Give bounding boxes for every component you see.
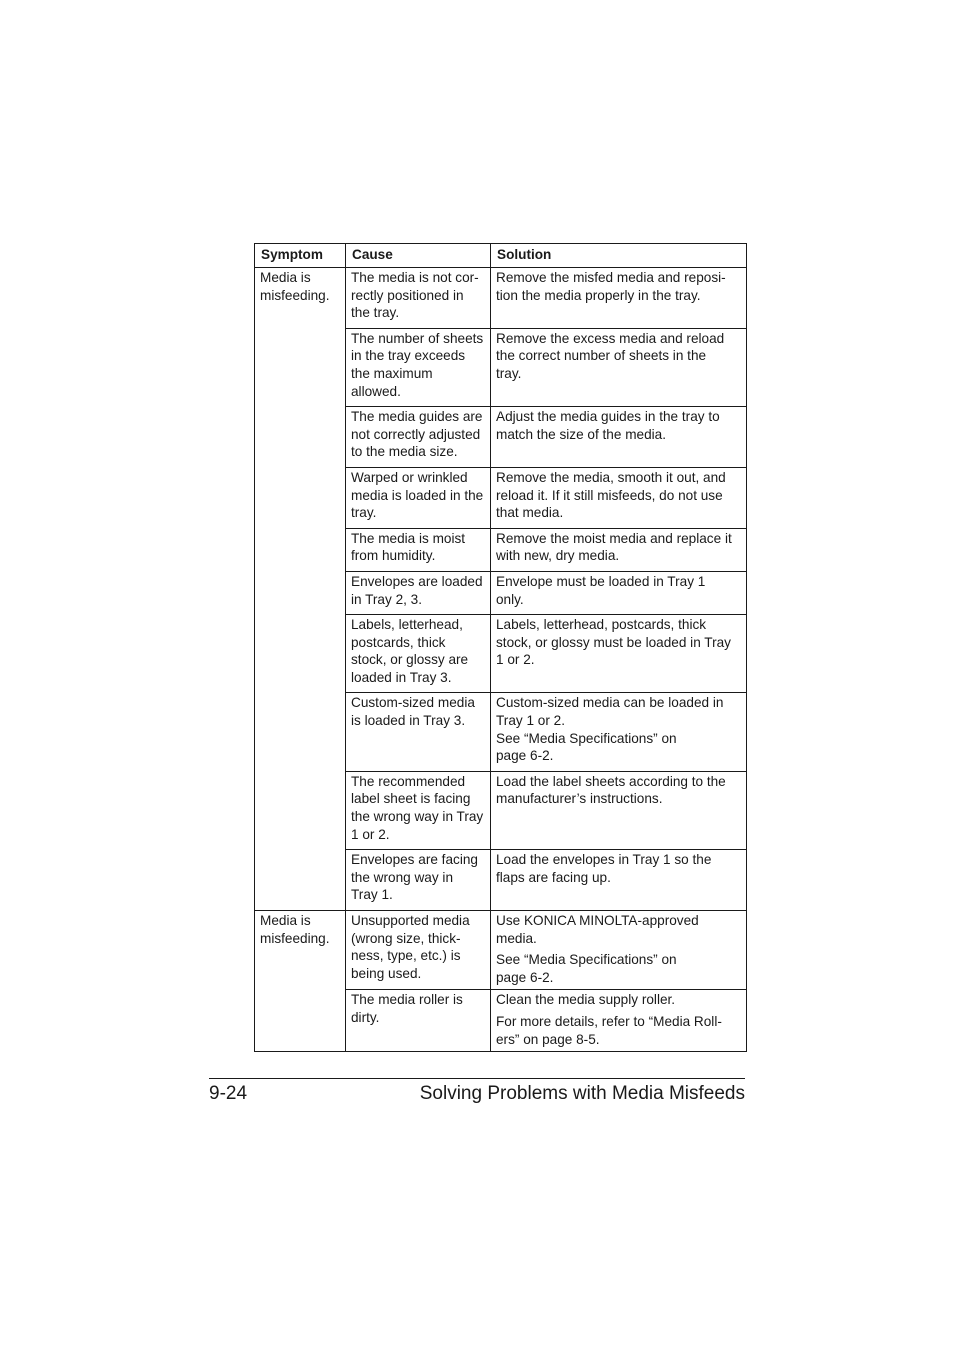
solution-paragraph: Adjust the media guides in the tray to match the size of the media. [496, 409, 720, 442]
solution-cell [491, 407, 747, 468]
solution-paragraph: Labels, letterhead, postcards, thick stock, or glossy must be loaded in Tray 1 or 2. [496, 617, 731, 668]
cause-cell: The media roller is dirty. [346, 990, 491, 1052]
solution-cell [491, 328, 747, 406]
symptom-cell: Media is misfeeding. [255, 911, 346, 1052]
solution-paragraph: Custom-sized media can be loaded in Tray 1 or 2. See “Media Specifications” on page 6-2. [496, 695, 724, 764]
cause-cell: The media guides are not correctly adjusted to the media size. [346, 407, 491, 468]
footer-section-title: Solving Problems with Media Misfeeds [419, 1083, 745, 1104]
solution-cell [491, 771, 747, 849]
solution-cell [491, 850, 747, 911]
page-number: 9-24 [209, 1083, 248, 1104]
solution-cell [491, 268, 747, 329]
cause-cell: Unsupported media (wrong size, thick- ness, type, etc.) is being used. [346, 911, 491, 990]
cause-cell: The media is moist from humidity. [346, 528, 491, 571]
solution-paragraph: See “Media Specifications” on page 6-2. [496, 952, 677, 985]
header-solution: Solution [491, 244, 747, 268]
table-header-row [255, 244, 747, 268]
solution-paragraph: Remove the excess media and reload the correct number of sheets in the tray. [496, 330, 725, 381]
solution-cell [491, 528, 747, 571]
solution-cell [491, 990, 747, 1052]
solution-cell [491, 467, 747, 528]
header-symptom: Symptom [255, 244, 346, 268]
cause-cell: The media is not cor- rectly positioned in the tray. [346, 268, 491, 329]
cause-cell: Envelopes are facing the wrong way in Tray 1. [346, 850, 491, 911]
solution-paragraph: Load the label sheets according to the manufacturer’s instructions. [496, 773, 726, 807]
solution-paragraph: Remove the misfed media and reposi- tion the media properly in the tray. [496, 270, 726, 303]
solution-cell [491, 615, 747, 693]
cause-cell: Labels, letterhead, postcards, thick stock, or glossy are loaded in Tray 3. [346, 615, 491, 693]
table-row [255, 268, 747, 329]
footer-divider [209, 1078, 745, 1079]
header-cause: Cause [346, 244, 491, 268]
solution-paragraph: Remove the media, smooth it out, and reload it. If it still misfeeds, do not use that media. [496, 469, 726, 521]
cause-cell: The number of sheets in the tray exceeds the maximum allowed. [346, 328, 491, 406]
solution-paragraph: Load the envelopes in Tray 1 so the flaps are facing up. [496, 852, 712, 885]
symptom-cell: Media is misfeeding. [255, 268, 346, 911]
solution-cell [491, 693, 747, 771]
cause-cell: Envelopes are loaded in Tray 2, 3. [346, 571, 491, 614]
cause-cell: Warped or wrinkled media is loaded in the tray. [346, 467, 491, 528]
cause-cell: The recommended label sheet is facing the wrong way in Tray 1 or 2. [346, 771, 491, 849]
troubleshooting-table [254, 243, 747, 1052]
solution-paragraph: For more details, refer to “Media Roll- ers” on page 8-5. [496, 1013, 722, 1047]
solution-paragraph: Remove the moist media and replace it with new, dry media. [496, 530, 732, 564]
solution-cell [491, 571, 747, 614]
solution-paragraph: Use KONICA MINOLTA-approved media. [496, 913, 699, 946]
solution-cell [491, 911, 747, 990]
cause-cell: Custom-sized media is loaded in Tray 3. [346, 693, 491, 771]
solution-paragraph: Clean the media supply roller. [496, 992, 676, 1008]
table-row [255, 911, 747, 990]
solution-paragraph: Envelope must be loaded in Tray 1 only. [496, 573, 706, 607]
